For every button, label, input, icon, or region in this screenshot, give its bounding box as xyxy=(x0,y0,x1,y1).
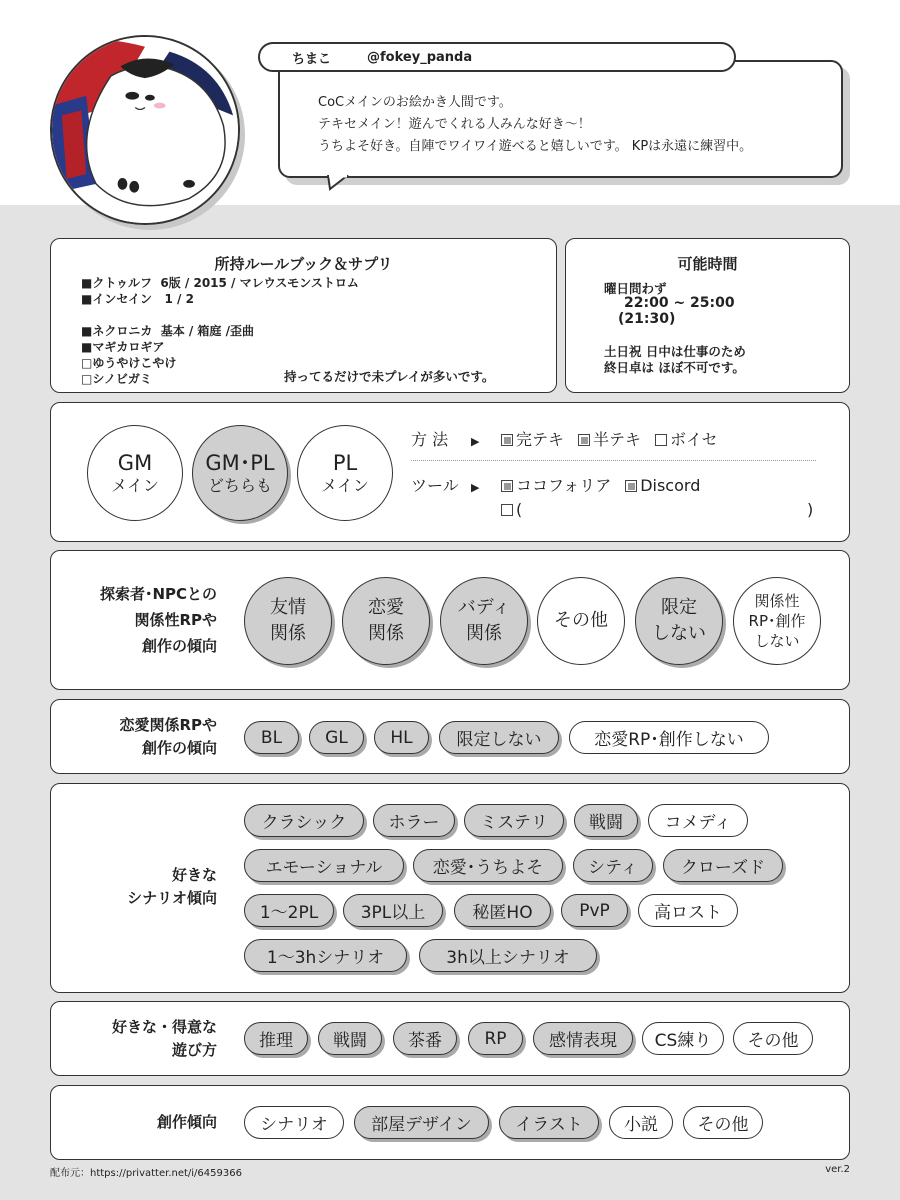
role-option-title: GM･PL xyxy=(205,450,275,475)
romance-option-hl[interactable] xyxy=(374,721,429,754)
rulebook-title: 所持ルールブック＆サプリ xyxy=(214,255,393,273)
playstyle-label-line: 好きな・得意な xyxy=(111,1018,217,1036)
option-text: 部屋デザイン xyxy=(371,1115,472,1135)
scenario-option[interactable] xyxy=(573,849,653,882)
playstyle-option[interactable] xyxy=(393,1022,457,1055)
option-text: その他 xyxy=(697,1115,749,1135)
relationship-label-line: 探索者･NPCとの xyxy=(99,585,217,603)
rulebook-item: ■インセイン 1 / 2 xyxy=(81,292,194,306)
option-text: イラスト xyxy=(515,1115,583,1135)
tool-option[interactable] xyxy=(625,476,700,495)
tool-other-row xyxy=(501,500,522,519)
scenario-option[interactable] xyxy=(244,894,334,927)
option-text: 関係 xyxy=(270,623,306,644)
option-text: クラシック xyxy=(261,813,347,833)
scenario-label xyxy=(127,864,217,910)
playstyle-card xyxy=(50,1001,850,1076)
source-credit: 配布元：https://privatter.net/i/6459366 xyxy=(50,1168,242,1179)
relationship-option-other[interactable] xyxy=(537,577,625,665)
option-text: GL xyxy=(325,727,348,748)
scenario-option[interactable] xyxy=(574,804,638,837)
playstyle-label xyxy=(112,1016,217,1062)
role-option-sub: メイン xyxy=(111,476,159,495)
option-text: 1～2PL xyxy=(259,903,319,923)
checkbox-unchecked[interactable] xyxy=(655,434,667,446)
scenario-label-line: 好きな xyxy=(171,866,217,884)
creation-label xyxy=(157,1111,217,1134)
creation-option[interactable] xyxy=(354,1106,489,1139)
option-text: 関係 xyxy=(466,623,502,644)
option-text: エモーショナル xyxy=(265,858,383,878)
divider xyxy=(411,460,816,461)
scenario-option[interactable] xyxy=(244,939,407,972)
romance-label-line: 恋愛関係RPや xyxy=(119,716,217,734)
option-text: 茶番 xyxy=(408,1031,442,1051)
option-text: 感情表現 xyxy=(549,1031,617,1051)
tool-option-label: Discord xyxy=(640,476,701,495)
option-text: 3PL以上 xyxy=(360,903,426,923)
relationship-label-line: 関係性RPや xyxy=(134,611,217,629)
option-text: 推理 xyxy=(259,1031,293,1051)
scenario-option[interactable] xyxy=(373,804,455,837)
option-text: PvP xyxy=(579,900,610,921)
option-text: 恋愛RP･創作しない xyxy=(594,730,744,750)
scenario-option[interactable] xyxy=(244,804,364,837)
method-option[interactable] xyxy=(655,430,718,449)
scenario-option[interactable] xyxy=(454,894,551,927)
option-text: 戦闘 xyxy=(333,1031,367,1051)
playstyle-option[interactable] xyxy=(468,1022,523,1055)
scenario-option[interactable] xyxy=(464,804,564,837)
role-option-title: GM xyxy=(117,450,153,475)
option-text: その他 xyxy=(747,1031,799,1051)
checkbox-checked[interactable] xyxy=(501,480,513,492)
tool-label: ツール xyxy=(411,476,459,495)
profile-handle: @fokey_panda xyxy=(367,49,473,65)
rulebook-item: ■ネクロニカ 基本 / 箱庭 /歪曲 xyxy=(81,324,254,338)
option-text: 3h以上シナリオ xyxy=(446,948,570,968)
creation-label-line: 創作傾向 xyxy=(156,1113,217,1131)
option-text: しない xyxy=(754,632,800,650)
checkbox-checked[interactable] xyxy=(578,434,590,446)
option-text: HL xyxy=(390,727,413,748)
role-card xyxy=(50,402,850,542)
scenario-option[interactable] xyxy=(343,894,443,927)
relationship-card xyxy=(50,550,850,690)
tool-option[interactable] xyxy=(501,476,611,495)
avatar xyxy=(50,35,240,225)
option-text: 1～3hシナリオ xyxy=(266,948,385,968)
option-text: RP xyxy=(484,1028,507,1049)
creation-card xyxy=(50,1085,850,1160)
time-range: 22:00 ~ 25:00 xyxy=(624,295,735,311)
method-row xyxy=(411,427,732,450)
option-text: 関係 xyxy=(368,623,404,644)
bio-line: CoCメインのお絵かき人間です。 xyxy=(318,95,512,110)
method-label: 方 法 xyxy=(411,430,449,449)
relationship-option-no-limit[interactable] xyxy=(635,577,723,665)
option-text: 秘匿HO xyxy=(472,903,533,923)
relationship-option-none[interactable] xyxy=(733,577,821,665)
bio-line: テキセメイン！遊んでくれる人みんな好き～！ xyxy=(318,117,591,132)
role-option-gm-pl[interactable] xyxy=(192,425,288,521)
playstyle-option[interactable] xyxy=(642,1022,724,1055)
relationship-option-friendship[interactable] xyxy=(244,577,332,665)
profile-name: ちまこ xyxy=(292,51,332,67)
romance-label xyxy=(119,714,217,760)
scenario-option[interactable] xyxy=(413,849,563,882)
option-text: 小説 xyxy=(624,1115,658,1135)
option-text: RP･創作 xyxy=(748,612,806,630)
method-option[interactable] xyxy=(501,430,564,449)
checkbox-checked[interactable] xyxy=(501,434,513,446)
option-text: ホラー xyxy=(388,813,440,833)
option-text: 恋愛･うちよそ xyxy=(432,858,544,878)
option-text: シナリオ xyxy=(260,1115,328,1135)
romance-label-line: 創作の傾向 xyxy=(141,739,217,757)
playstyle-option[interactable] xyxy=(318,1022,382,1055)
scenario-option[interactable] xyxy=(663,849,783,882)
option-text: 恋愛 xyxy=(368,597,404,618)
name-bar xyxy=(258,42,736,72)
rulebook-note: 持ってるだけで未プレイが多いです。 xyxy=(284,369,495,384)
option-text: 限定 xyxy=(661,597,697,618)
tool-other-open: ( xyxy=(516,500,523,519)
method-option-label: ボイセ xyxy=(670,430,718,449)
relationship-option-buddy[interactable] xyxy=(440,577,528,665)
option-text: コメディ xyxy=(664,813,732,833)
checkbox-checked[interactable] xyxy=(625,480,637,492)
role-option-pl[interactable] xyxy=(297,425,393,521)
tool-other-close-wrap xyxy=(807,500,813,519)
option-text: BL xyxy=(260,727,283,748)
option-text: しない xyxy=(652,623,706,644)
role-option-gm[interactable] xyxy=(87,425,183,521)
playstyle-option[interactable] xyxy=(533,1022,633,1055)
scenario-option[interactable] xyxy=(638,894,738,927)
romance-option-bl[interactable] xyxy=(244,721,299,754)
option-text: CS練り xyxy=(654,1031,712,1051)
option-text: バディ xyxy=(457,597,511,618)
creation-option[interactable] xyxy=(499,1106,599,1139)
option-text: 友情 xyxy=(270,597,306,618)
availability-title: 可能時間 xyxy=(677,255,738,273)
method-option-label: 完テキ xyxy=(516,430,565,449)
triangle-right-icon: ▶ xyxy=(471,481,480,494)
option-text: シティ xyxy=(588,858,638,878)
relationship-label xyxy=(100,581,217,659)
method-option-label: 半テキ xyxy=(593,430,642,449)
weekend-note: 終日卓は ほぼ不可です。 xyxy=(604,360,745,375)
scenario-label-line: シナリオ傾向 xyxy=(127,889,217,907)
playstyle-option[interactable] xyxy=(244,1022,308,1055)
option-text: ミステリ xyxy=(480,813,548,833)
option-text: クローズド xyxy=(680,858,766,878)
relationship-option-romance[interactable] xyxy=(342,577,430,665)
speech-tail-icon xyxy=(326,175,352,191)
method-option[interactable] xyxy=(578,430,641,449)
romance-option-no-limit[interactable] xyxy=(439,721,559,754)
checkbox-unchecked[interactable] xyxy=(501,504,513,516)
relationship-label-line: 創作の傾向 xyxy=(141,637,217,655)
bio-bubble xyxy=(278,60,843,178)
option-text: 関係性 xyxy=(754,592,800,610)
role-option-sub: どちらも xyxy=(207,476,272,495)
tool-option-label: ココフォリア xyxy=(516,476,612,495)
weekday-label: 曜日問わず xyxy=(604,281,667,296)
time-alt: (21:30) xyxy=(618,311,676,327)
scenario-option[interactable] xyxy=(244,849,404,882)
scenario-card xyxy=(50,783,850,993)
creation-option[interactable] xyxy=(683,1106,763,1139)
role-option-title: PL xyxy=(332,450,358,475)
availability-card xyxy=(565,238,850,393)
romance-option-none[interactable] xyxy=(569,721,769,754)
creation-option[interactable] xyxy=(609,1106,673,1139)
version-label: ver.2 xyxy=(825,1164,850,1175)
rulebook-item xyxy=(81,307,359,323)
rulebook-item: ■クトゥルフ 6版 / 2015 / マレウスモンストロム xyxy=(81,276,359,290)
creation-option[interactable] xyxy=(244,1106,344,1139)
role-option-sub: メイン xyxy=(321,476,369,495)
option-text: 戦闘 xyxy=(589,813,623,833)
weekend-note: 土日祝 日中は仕事のため xyxy=(604,344,746,359)
tool-other-close: ) xyxy=(807,500,814,519)
playstyle-option[interactable] xyxy=(733,1022,813,1055)
option-text: その他 xyxy=(554,610,608,631)
triangle-right-icon: ▶ xyxy=(471,435,480,448)
option-text: 限定しない xyxy=(456,730,542,750)
scenario-option[interactable] xyxy=(419,939,597,972)
bio-line: うちよそ好き。自陣でワイワイ遊べると嬉しいです。 KPは永遠に練習中。 xyxy=(318,139,753,154)
rulebook-item: □ゆうやけこやけ xyxy=(81,356,177,370)
rulebook-card xyxy=(50,238,557,393)
scenario-option[interactable] xyxy=(648,804,748,837)
playstyle-label-line: 遊び方 xyxy=(171,1041,217,1059)
scenario-option[interactable] xyxy=(561,894,628,927)
tool-row xyxy=(411,473,714,496)
panda-avatar-illustration xyxy=(52,37,238,223)
option-text: 高ロスト xyxy=(654,903,722,923)
rulebook-item: □シノビガミ xyxy=(81,372,152,386)
rulebook-item: ■マギカロギア xyxy=(81,340,165,354)
romance-card xyxy=(50,699,850,774)
romance-option-gl[interactable] xyxy=(309,721,364,754)
